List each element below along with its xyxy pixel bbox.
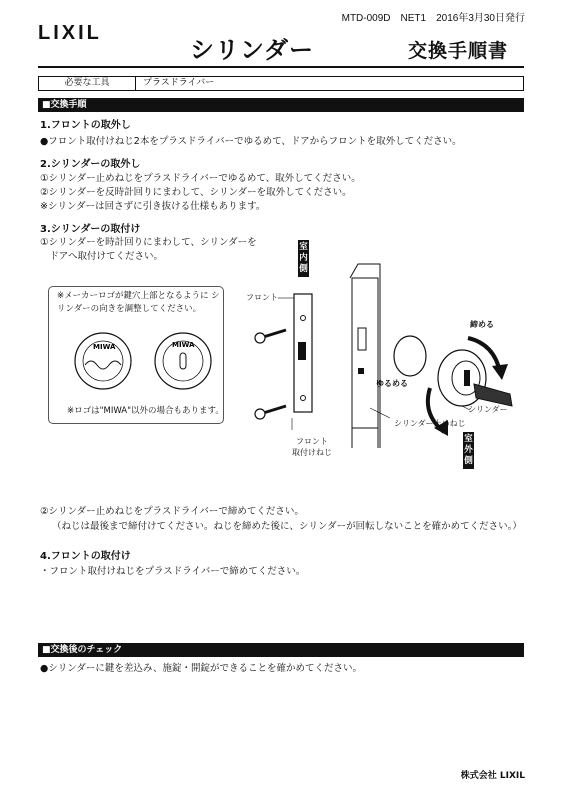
loosen-label: ゆるめる bbox=[376, 379, 408, 388]
cylinder-screw-label: シリンダー止めねじ bbox=[394, 419, 466, 428]
cylinder-install-diagram bbox=[230, 238, 530, 468]
logo-text-left: MIWA bbox=[93, 343, 116, 351]
tighten-label: 締める bbox=[470, 320, 494, 329]
document-meta: MTD-009D NET1 2016年3月30日発行 bbox=[341, 13, 525, 24]
step4-line1: ・フロント取付けねじをプラスドライバーで締めてください。 bbox=[40, 566, 306, 577]
brand-logo: LIXIL bbox=[38, 22, 102, 44]
note-bottom-text: ※ロゴは"MIWA"以外の場合もあります。 bbox=[67, 406, 224, 416]
step3-line1a: ①シリンダーを時計回りにまわして、シリンダーを bbox=[40, 237, 257, 248]
note-top-text: ※メーカーロゴが鍵穴上部となるように シリンダーの向きを調整してください。 bbox=[57, 291, 220, 314]
step2-line1: ①シリンダー止めねじをプラスドライバーでゆるめて、取外してください。 bbox=[40, 173, 361, 184]
tools-value: プラスドライバー bbox=[143, 78, 215, 88]
step2-line2: ②シリンダーを反時計回りにまわして、シリンダーを取外してください。 bbox=[40, 187, 352, 198]
front-label: フロント bbox=[246, 293, 278, 302]
document-type: 交換手順書 bbox=[408, 40, 509, 62]
outdoor-side-label: 室外側 bbox=[463, 432, 474, 469]
step1-heading: 1.フロントの取外し bbox=[40, 120, 131, 131]
page-title: シリンダー bbox=[190, 36, 315, 64]
front-screw-label-2: 取付けねじ bbox=[292, 448, 332, 457]
step3-line1b: ドアへ取付けてください。 bbox=[40, 251, 164, 262]
logo-orientation-note bbox=[48, 286, 224, 424]
step2-heading: 2.シリンダーの取外し bbox=[40, 159, 141, 170]
step1-line1: ●フロント取付けねじ2本をプラスドライバーでゆるめて、ドアからフロントを取外してください。 bbox=[40, 136, 462, 147]
front-screw-label-1: フロント bbox=[296, 437, 328, 446]
step4-heading: 4.フロントの取付け bbox=[40, 551, 131, 562]
step3-heading: 3.シリンダーの取付け bbox=[40, 224, 141, 235]
step3-line2b: （ねじは最後まで締付けてください。ねじを締めた後に、シリンダーが回転しないことを確かめてください。） bbox=[52, 521, 522, 532]
cylinder-label: シリンダー bbox=[468, 405, 508, 414]
company-footer: 株式会社 LIXIL bbox=[460, 771, 525, 781]
logo-text-right: MIWA bbox=[172, 341, 195, 349]
indoor-side-label: 室内側 bbox=[298, 240, 309, 277]
tools-label: 必要な工具 bbox=[39, 77, 136, 90]
step3-line2a: ②シリンダー止めねじをプラスドライバーで締めてください。 bbox=[40, 506, 304, 517]
header-rule bbox=[38, 66, 524, 68]
section-check-bar: ■交換後のチェック bbox=[38, 643, 524, 657]
section-procedure-bar: ■交換手順 bbox=[38, 98, 524, 112]
check-line: ●シリンダーに鍵を差込み、施錠・開錠ができることを確かめてください。 bbox=[40, 663, 362, 674]
tools-box bbox=[38, 76, 524, 91]
step2-line3: ※シリンダーは回さずに引き抜ける仕様もあります。 bbox=[40, 201, 266, 212]
